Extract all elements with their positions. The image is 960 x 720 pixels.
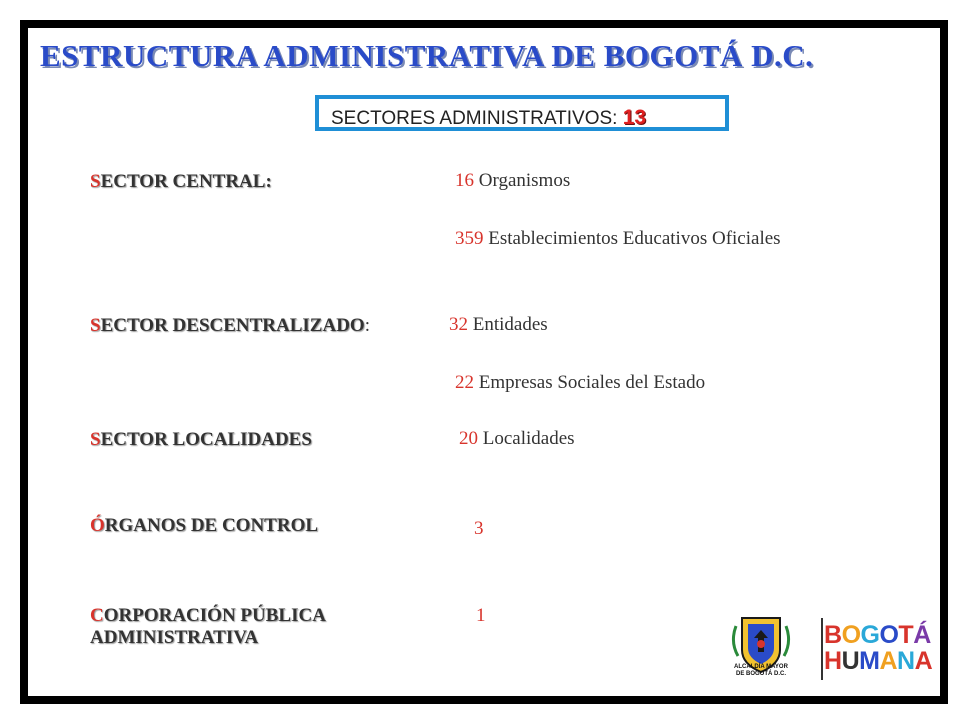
label-corporacion-publica: CORPORACIÓN PÚBLICA ADMINISTRATIVA <box>90 605 326 648</box>
brand-line2: HUMANA <box>824 647 933 675</box>
alcaldia-line2: DE BOGOTÁ D.C. <box>735 671 786 677</box>
sectors-count: 13 <box>622 106 647 129</box>
page-title: ESTRUCTURA ADMINISTRATIVA DE BOGOTÁ D.C. <box>40 38 814 73</box>
label-sector-localidades: SECTOR LOCALIDADES <box>90 429 312 450</box>
label-organos-de-control: ÓRGANOS DE CONTROL <box>90 515 319 536</box>
value-localidades: 20 Localidades <box>459 428 575 449</box>
alcaldia-line1: ALCALDÍA MAYOR <box>734 664 788 670</box>
logos-area <box>726 612 933 686</box>
value-entidades: 32 Entidades <box>449 314 548 335</box>
value-empresas-sociales: 22 Empresas Sociales del Estado <box>455 372 706 393</box>
value-organos-control: 3 <box>474 518 484 539</box>
sectors-label: SECTORES ADMINISTRATIVOS: <box>331 108 618 129</box>
brand-line1: BOGOTÁ <box>824 621 931 649</box>
label-sector-central: SECTOR CENTRAL: <box>90 171 272 192</box>
value-organismos: 16 Organismos <box>455 170 571 191</box>
value-corporacion: 1 <box>476 605 486 626</box>
sectors-summary-box <box>315 95 729 131</box>
label-sector-descentralizado: SECTOR DESCENTRALIZADO: <box>90 315 370 336</box>
value-establecimientos: 359 Establecimientos Educativos Oficiales <box>455 228 781 249</box>
